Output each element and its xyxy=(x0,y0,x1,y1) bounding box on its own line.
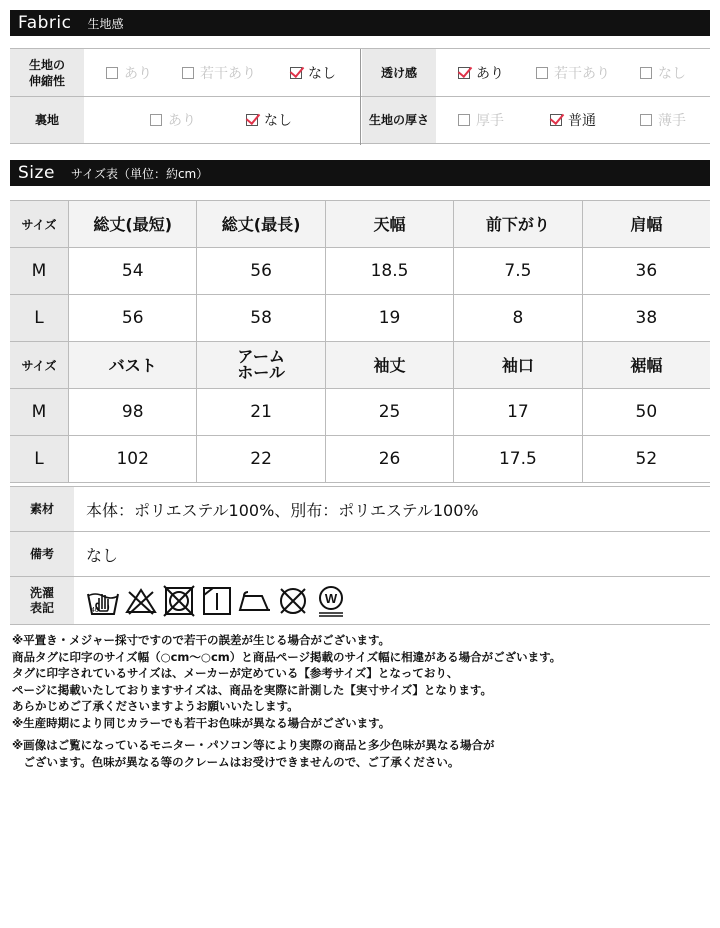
washing-row xyxy=(10,577,710,625)
svg-text:40: 40 xyxy=(91,606,99,614)
column-header: 総丈(最短) xyxy=(68,201,196,247)
no-tumble-dry-icon xyxy=(162,584,196,618)
column-header: 総丈(最長) xyxy=(196,201,324,247)
table-cell: 7.5 xyxy=(453,248,581,294)
note-line: あらかじめご了承くださいますようお願いいたします。 xyxy=(12,699,299,713)
material-row xyxy=(10,486,710,532)
checkbox-icon xyxy=(106,67,118,79)
column-header: 肩幅 xyxy=(582,201,710,247)
checkbox-icon xyxy=(182,67,194,79)
thickness-option-thick[interactable]: 厚手 xyxy=(458,97,504,143)
table-row xyxy=(10,295,710,342)
notes xyxy=(12,632,712,770)
table-row xyxy=(10,248,710,295)
table-cell: 54 xyxy=(68,248,196,294)
table-cell: 8 xyxy=(453,295,581,341)
remarks-value: なし xyxy=(86,545,119,565)
fabric-table xyxy=(10,48,710,144)
size-label: M xyxy=(10,389,68,435)
hand-wash-40-icon xyxy=(86,584,120,618)
stretch-option-nashi[interactable]: なし xyxy=(290,49,336,96)
table-cell: 98 xyxy=(68,389,196,435)
size-col-header: サイズ xyxy=(10,201,68,247)
svg-text:W: W xyxy=(324,590,338,606)
size-title-jp: サイズ表（単位：約cm） xyxy=(70,166,209,181)
column-header: バスト xyxy=(68,342,196,388)
wet-clean-gentle-icon xyxy=(314,584,348,618)
sheer-option-jakkan[interactable]: 若干あり xyxy=(536,49,610,96)
lining-option-ari[interactable]: あり xyxy=(150,97,196,143)
table-cell: 17.5 xyxy=(453,436,581,482)
sheer-option-ari[interactable]: あり xyxy=(458,49,504,96)
table-cell: 21 xyxy=(196,389,324,435)
note-line: ※平置き・メジャー採寸ですので若干の誤差が生じる場合がございます。 xyxy=(12,633,391,647)
note-line: ページに掲載いたしておりますサイズは、商品を実際に計測した【実寸サイズ】となります。 xyxy=(12,682,493,697)
sheer-label: 透け感 xyxy=(362,49,436,96)
table-cell: 17 xyxy=(453,389,581,435)
checkbox-icon xyxy=(150,114,162,126)
thickness-option-normal[interactable]: 普通 xyxy=(550,97,596,143)
size-label: M xyxy=(10,248,68,294)
table-cell: 58 xyxy=(196,295,324,341)
fabric-title-jp: 生地感 xyxy=(87,16,124,31)
size-section-header xyxy=(10,160,710,186)
iron-low-icon xyxy=(238,584,272,618)
care-icons xyxy=(74,577,348,624)
no-bleach-icon xyxy=(124,584,158,618)
remarks-label: 備考 xyxy=(10,532,74,576)
table-row xyxy=(10,389,710,436)
size-header-row-2 xyxy=(10,342,710,389)
no-dry-clean-icon xyxy=(276,584,310,618)
fabric-title-en: Fabric xyxy=(18,13,72,33)
table-cell: 52 xyxy=(582,436,710,482)
table-cell: 38 xyxy=(582,295,710,341)
note-line: ございます。色味が異なる等のクレームはお受けできませんので、ご了承ください。 xyxy=(12,754,460,769)
size-title-en: Size xyxy=(18,163,55,183)
size-label: L xyxy=(10,436,68,482)
size-header-row-1 xyxy=(10,201,710,248)
washing-label: 洗濯 表記 xyxy=(10,577,74,624)
checkbox-icon xyxy=(458,114,470,126)
size-col-header: サイズ xyxy=(10,342,68,388)
stretch-option-jakkan[interactable]: 若干あり xyxy=(182,49,256,96)
column-header: アーム ホール xyxy=(196,342,324,388)
checkbox-icon xyxy=(536,67,548,79)
material-label: 素材 xyxy=(10,487,74,531)
lining-label: 裏地 xyxy=(10,97,84,143)
column-header: 袖口 xyxy=(453,342,581,388)
table-cell: 102 xyxy=(68,436,196,482)
checkbox-icon xyxy=(640,67,652,79)
checked-checkbox-icon xyxy=(290,67,302,79)
column-header: 天幅 xyxy=(325,201,453,247)
column-header: 袖丈 xyxy=(325,342,453,388)
column-header: 前下がり xyxy=(453,201,581,247)
checked-checkbox-icon xyxy=(550,114,562,126)
thickness-label: 生地の厚さ xyxy=(362,97,436,143)
table-row xyxy=(10,436,710,483)
table-cell: 25 xyxy=(325,389,453,435)
note-line: ※生産時期により同じカラーでも若干お色味が異なる場合がございます。 xyxy=(12,715,391,730)
note-line: 商品タグに印字のサイズ幅（○cm〜○cm）と商品ページ掲載のサイズ幅に相違がある場合がございます。 xyxy=(12,649,562,664)
stretch-label: 生地の 伸縮性 xyxy=(10,49,84,96)
column-header: 裾幅 xyxy=(582,342,710,388)
size-table xyxy=(10,200,710,483)
note-line: タグに印字されているサイズは、メーカーが定めている【参考サイズ】となっており、 xyxy=(12,666,459,680)
remarks-row xyxy=(10,532,710,577)
material-value: 本体：ポリエステル100%、別布：ポリエステル100% xyxy=(86,500,479,520)
table-cell: 36 xyxy=(582,248,710,294)
stretch-option-ari[interactable]: あり xyxy=(106,49,152,96)
sheer-option-nashi[interactable]: なし xyxy=(640,49,686,96)
table-cell: 26 xyxy=(325,436,453,482)
lining-option-nashi[interactable]: なし xyxy=(246,97,292,143)
line-dry-shade-icon xyxy=(200,584,234,618)
table-cell: 18.5 xyxy=(325,248,453,294)
fabric-section-header xyxy=(10,10,710,36)
checked-checkbox-icon xyxy=(458,67,470,79)
checked-checkbox-icon xyxy=(246,114,258,126)
table-cell: 22 xyxy=(196,436,324,482)
note-line: ※画像はご覧になっているモニター・パソコン等により実際の商品と多少色味が異なる場合が xyxy=(12,738,495,752)
table-cell: 56 xyxy=(196,248,324,294)
size-label: L xyxy=(10,295,68,341)
thickness-option-thin[interactable]: 薄手 xyxy=(640,97,686,143)
checkbox-icon xyxy=(640,114,652,126)
table-cell: 19 xyxy=(325,295,453,341)
table-cell: 50 xyxy=(582,389,710,435)
table-cell: 56 xyxy=(68,295,196,341)
fabric-divider xyxy=(360,49,361,145)
